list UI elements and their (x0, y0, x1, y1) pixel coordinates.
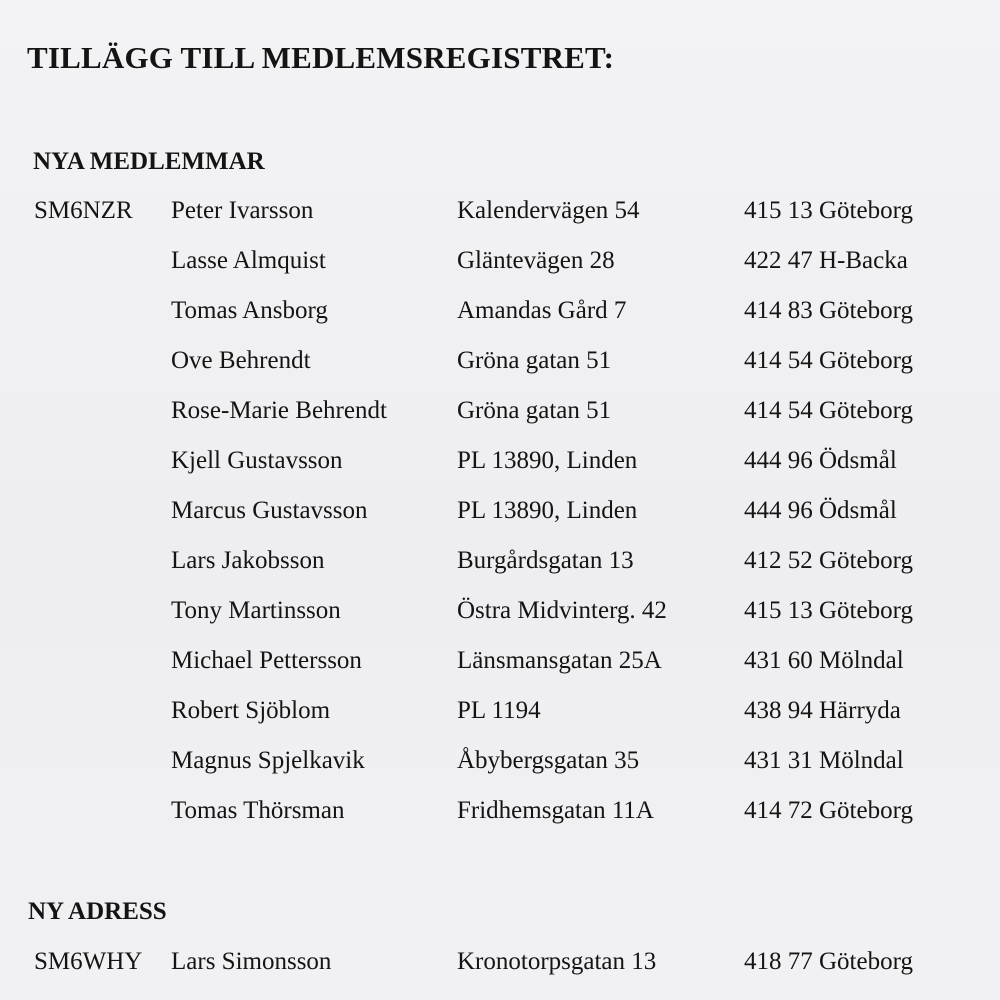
member-name: Peter Ivarsson (171, 197, 314, 224)
member-street: Amandas Gård 7 (457, 297, 627, 324)
member-city: 444 96 Ödsmål (744, 497, 897, 524)
member-city: 422 47 H-Backa (744, 247, 908, 274)
member-row (0, 646, 1000, 686)
member-city: 414 54 Göteborg (744, 347, 913, 374)
member-row (0, 196, 1000, 236)
member-city: 444 96 Ödsmål (744, 447, 897, 474)
member-city: 438 94 Härryda (744, 697, 901, 724)
member-name: Michael Pettersson (171, 647, 362, 674)
member-row (0, 246, 1000, 286)
member-city: 431 60 Mölndal (744, 647, 904, 674)
member-city: 412 52 Göteborg (744, 547, 913, 574)
member-street: Gläntevägen 28 (457, 247, 615, 274)
member-street: Östra Midvinterg. 42 (457, 597, 667, 624)
member-callsign: SM6WHY (34, 948, 143, 975)
member-row (0, 446, 1000, 486)
member-row (0, 696, 1000, 736)
member-row (0, 546, 1000, 586)
member-street: Åbybergsgatan 35 (457, 747, 640, 774)
member-street: PL 1194 (457, 697, 541, 724)
member-street: Kalendervägen 54 (457, 197, 640, 224)
member-street: Burgårdsgatan 13 (457, 547, 634, 574)
member-street: PL 13890, Linden (457, 497, 638, 524)
member-name: Tomas Thörsman (171, 797, 345, 824)
member-name: Robert Sjöblom (171, 697, 331, 724)
member-name: Marcus Gustavsson (171, 497, 368, 524)
member-row (0, 596, 1000, 636)
member-name: Tomas Ansborg (171, 297, 328, 324)
member-row (0, 296, 1000, 336)
section-heading-new-address: NY ADRESS (28, 898, 167, 925)
member-city: 431 31 Mölndal (744, 747, 904, 774)
member-name: Ove Behrendt (171, 347, 311, 374)
member-row (0, 796, 1000, 836)
member-row (0, 346, 1000, 386)
member-street: Gröna gatan 51 (457, 347, 612, 374)
member-name: Lasse Almquist (171, 247, 326, 274)
member-city: 418 77 Göteborg (744, 948, 913, 975)
member-street: Fridhemsgatan 11A (457, 797, 654, 824)
page-title: TILLÄGG TILL MEDLEMSREGISTRET: (27, 40, 615, 75)
section-heading-new-members: NYA MEDLEMMAR (33, 148, 265, 175)
member-city: 414 83 Göteborg (744, 297, 913, 324)
member-name: Magnus Spjelkavik (171, 747, 365, 774)
member-street: Länsmansgatan 25A (457, 647, 662, 674)
address-row (0, 947, 1000, 987)
member-street: Gröna gatan 51 (457, 397, 612, 424)
member-row (0, 396, 1000, 436)
member-city: 415 13 Göteborg (744, 197, 913, 224)
member-street: PL 13890, Linden (457, 447, 638, 474)
member-name: Kjell Gustavsson (171, 447, 343, 474)
member-city: 414 72 Göteborg (744, 797, 913, 824)
member-callsign: SM6NZR (34, 197, 133, 224)
member-name: Lars Simonsson (171, 948, 332, 975)
member-name: Lars Jakobsson (171, 547, 325, 574)
member-city: 415 13 Göteborg (744, 597, 913, 624)
member-row (0, 746, 1000, 786)
member-city: 414 54 Göteborg (744, 397, 913, 424)
member-name: Rose-Marie Behrendt (171, 397, 387, 424)
member-street: Kronotorpsgatan 13 (457, 948, 657, 975)
member-name: Tony Martinsson (171, 597, 341, 624)
member-row (0, 496, 1000, 536)
